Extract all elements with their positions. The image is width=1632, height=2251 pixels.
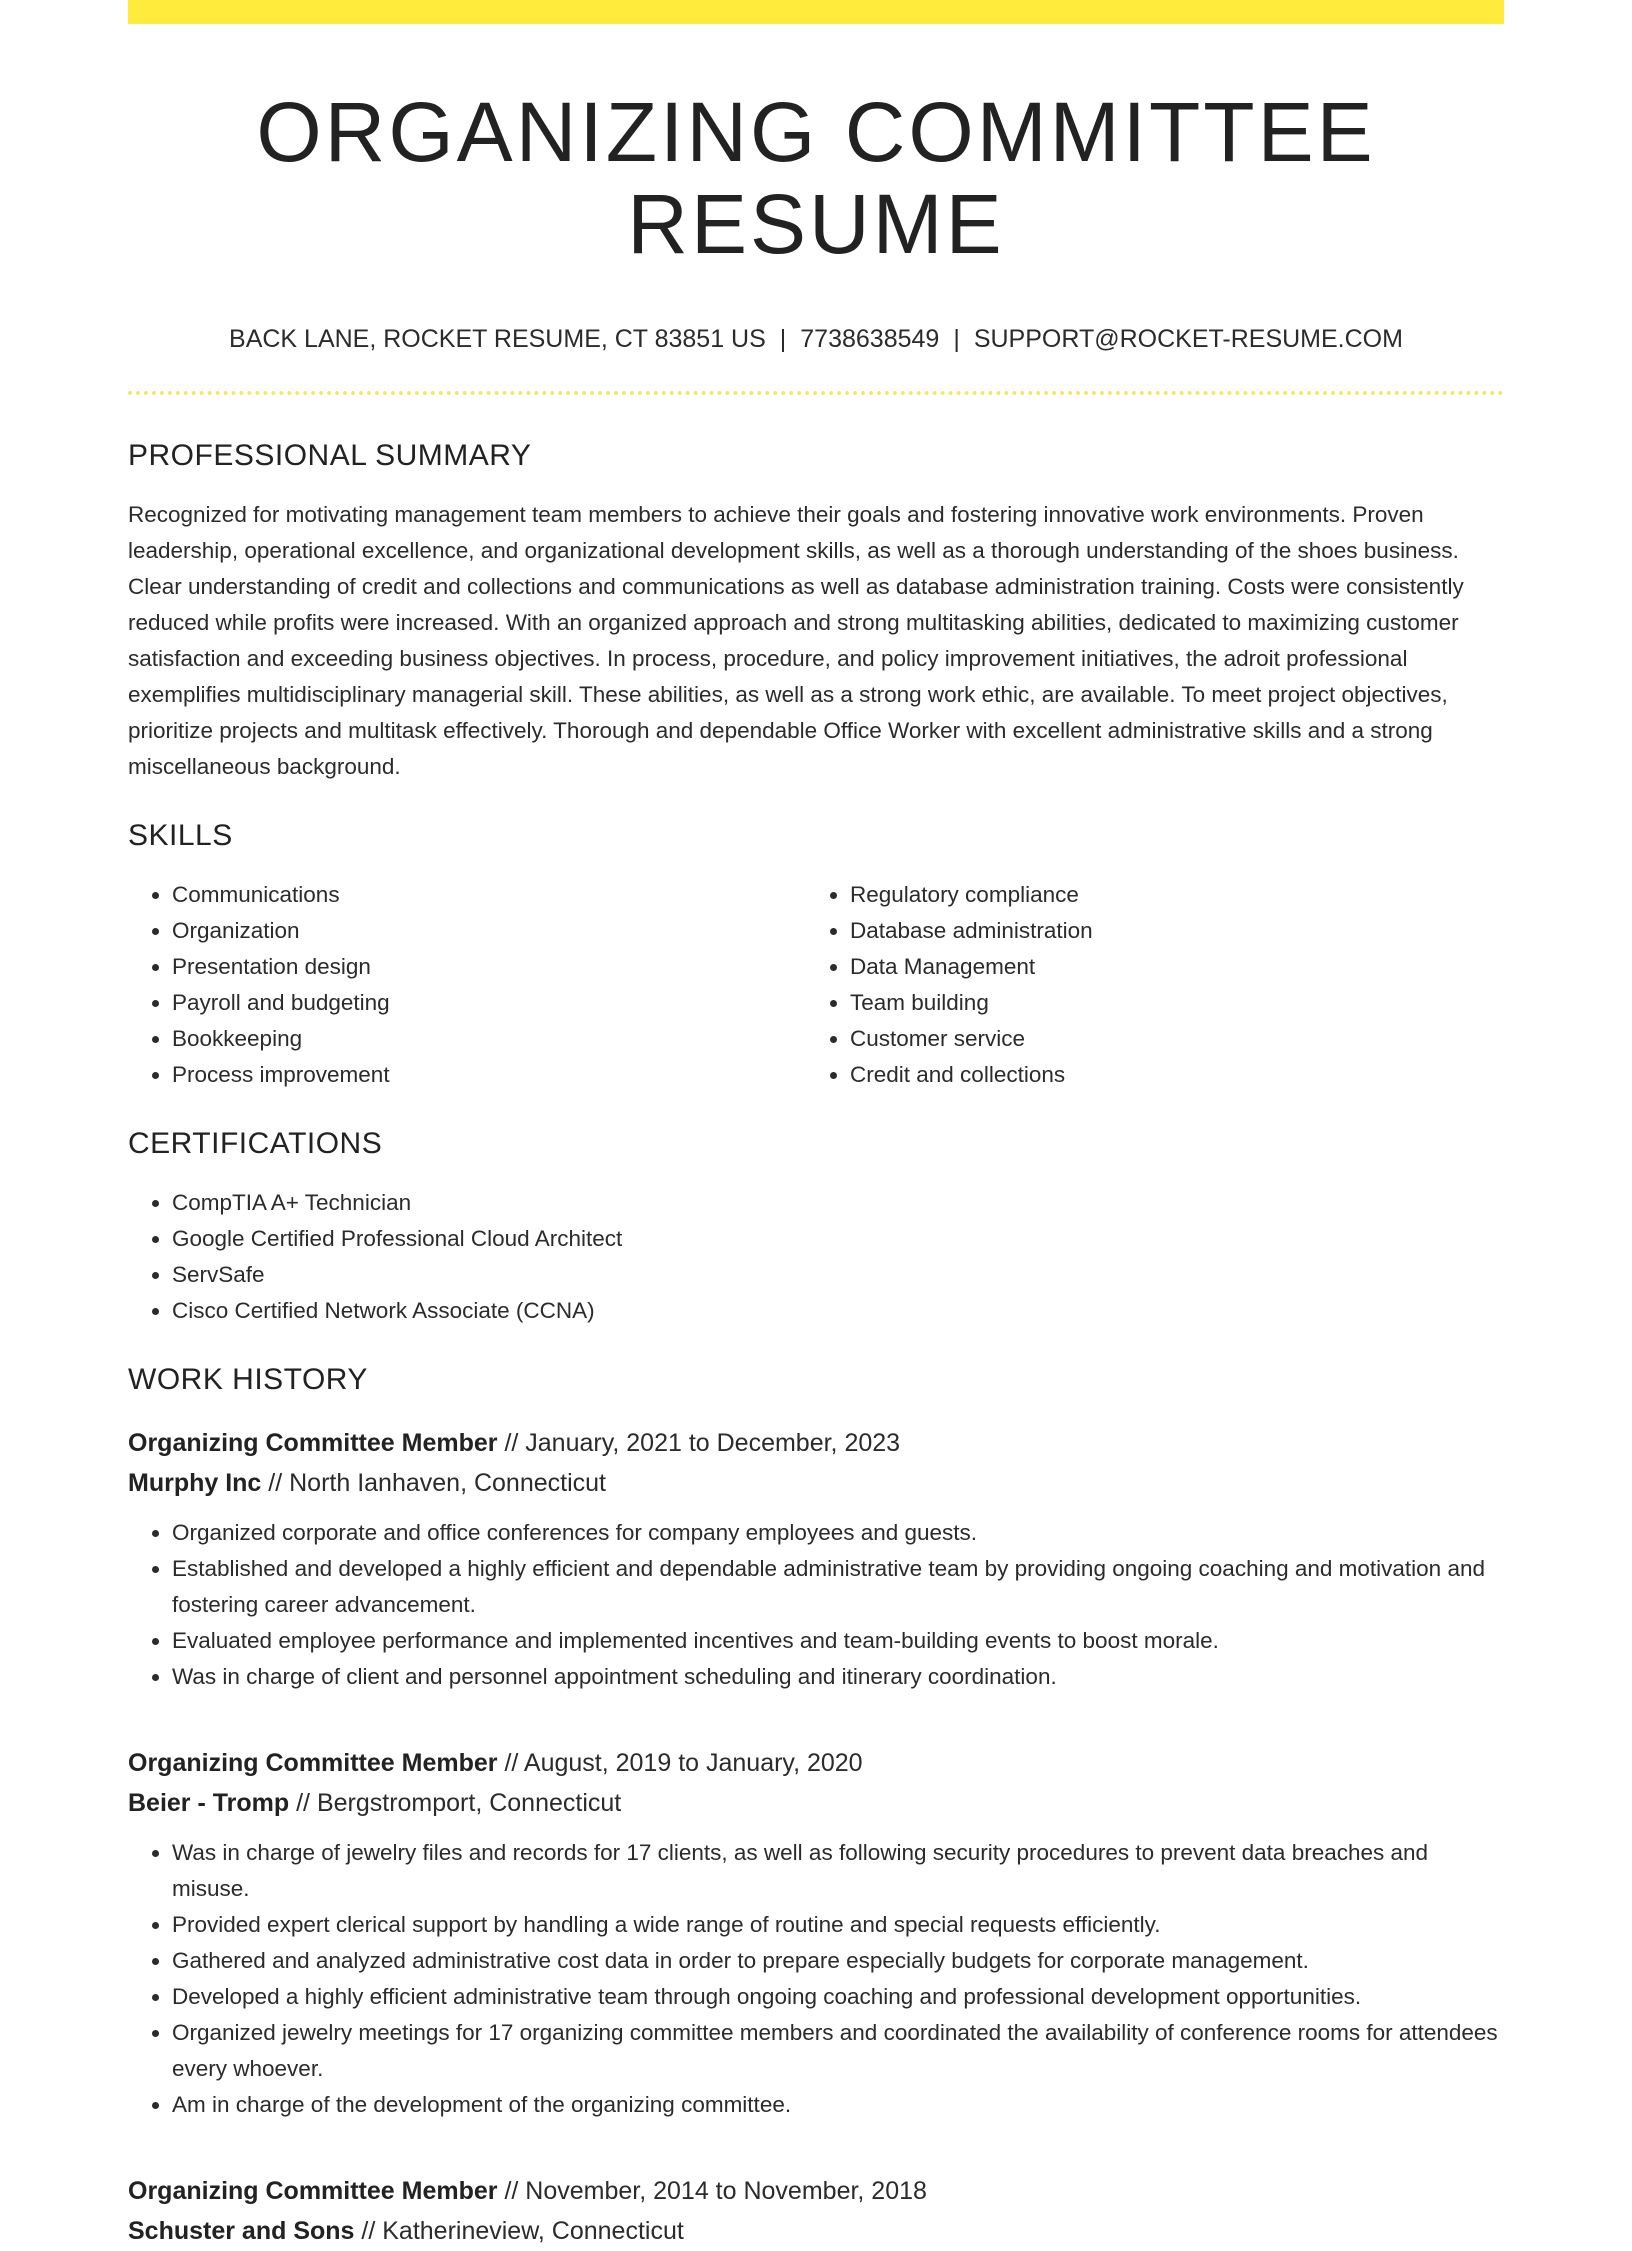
job-company-line <box>128 1463 1504 1503</box>
contact-separator: | <box>953 324 960 353</box>
job-bullet: • Organized jewelry meetings for 17 organizing committee members and coordinated the availability of conference rooms for attendees every whoever. <box>172 2015 1504 2087</box>
job-bullet: • Was in charge of jewelry files and records for 17 clients, as well as following security procedures to prevent data breaches and misuse. <box>172 1835 1504 1907</box>
certification-item: • Cisco Certified Network Associate (CCNA) <box>172 1293 1504 1329</box>
summary-text: Recognized for motivating management team members to achieve their goals and fostering innovative work environments. Proven leadership, operational excellence, and organizational development skills, as well as a thorough understanding of the shoes business. Clear understanding of credit and collections and communications as well as database administration training. Costs were consistently reduced while profits were increased. With an organized approach and strong multitasking abilities, dedicated to maximizing customer satisfaction and exceeding business objectives. In process, procedure, and policy improvement initiatives, the adroit professional exemplifies multidisciplinary managerial skill. These abilities, as well as a strong work ethic, are available. To meet project objectives, prioritize projects and multitask effectively. Thorough and dependable Office Worker with excellent administrative skills and a strong miscellaneous background. <box>128 502 1464 780</box>
certifications-list <box>128 1185 1504 1329</box>
section-title-skills: SKILLS <box>128 819 233 853</box>
contact-separator: | <box>779 324 787 353</box>
job-role-line <box>128 1423 1504 1463</box>
address: BACK LANE, ROCKET RESUME, CT 83851 US <box>229 324 766 353</box>
skill-item: • Team building <box>850 985 1484 1021</box>
job-role-line <box>128 1743 1504 1783</box>
skills-list-right <box>806 877 1484 1093</box>
job-role: Organizing Committee Member <box>128 1429 498 1458</box>
skill-item: • Process improvement <box>172 1057 806 1093</box>
job-bullet: • Was in charge of client and personnel appointment scheduling and itinerary coordination. <box>172 1659 1504 1695</box>
skill-item: • Customer service <box>850 1021 1484 1057</box>
job-bullets <box>128 1515 1504 1695</box>
job-location: // Bergstromport, Connecticut <box>289 1789 622 1818</box>
job-dates: // January, 2021 to December, 2023 <box>497 1429 901 1458</box>
skill-item: • Credit and collections <box>850 1057 1484 1093</box>
accent-bar <box>128 0 1504 24</box>
job-company-line <box>128 1783 1504 1823</box>
skill-item: • Regulatory compliance <box>850 877 1484 913</box>
contact-line <box>128 323 1504 356</box>
job-company: Schuster and Sons <box>128 2217 355 2246</box>
job-bullet: • Provided expert clerical support by handling a wide range of routine and special requests efficiently. <box>172 1907 1504 1943</box>
job-entry <box>128 2171 1504 2251</box>
job-company: Beier - Tromp <box>128 1789 290 1818</box>
resume-title: ORGANIZING COMMITTEE RESUME <box>256 85 1376 272</box>
job-dates: // August, 2019 to January, 2020 <box>497 1749 863 1778</box>
job-bullets <box>128 1835 1504 2123</box>
certification-item: • Google Certified Professional Cloud Architect <box>172 1221 1504 1257</box>
job-company-line <box>128 2211 1504 2251</box>
job-bullet: • Gathered and analyzed administrative cost data in order to prepare especially budgets for corporate management. <box>172 1943 1504 1979</box>
job-entry <box>128 1743 1504 2123</box>
certification-item: • ServSafe <box>172 1257 1504 1293</box>
skill-item: • Organization <box>172 913 806 949</box>
skill-item: • Communications <box>172 877 806 913</box>
job-bullet: • Established and developed a highly efficient and dependable administrative team by providing ongoing coaching and motivation and fostering career advancement. <box>172 1551 1504 1623</box>
job-location: // Katherineview, Connecticut <box>354 2217 684 2246</box>
skill-item: • Presentation design <box>172 949 806 985</box>
header-divider <box>128 391 1504 395</box>
job-bullet: • Developed a highly efficient administrative team through ongoing coaching and professional development opportunities. <box>172 1979 1504 2015</box>
skill-item: • Data Management <box>850 949 1484 985</box>
skill-item: • Bookkeeping <box>172 1021 806 1057</box>
certification-item: • CompTIA A+ Technician <box>172 1185 1504 1221</box>
section-title-summary: PROFESSIONAL SUMMARY <box>128 439 532 473</box>
job-bullet: • Organized corporate and office conferences for company employees and guests. <box>172 1515 1504 1551</box>
email[interactable]: SUPPORT@ROCKET-RESUME.COM <box>973 324 1403 353</box>
job-role: Organizing Committee Member <box>128 1749 498 1778</box>
phone: 7738638549 <box>800 324 940 353</box>
section-title-work-history: WORK HISTORY <box>128 1363 368 1397</box>
skills-list-left <box>128 877 806 1093</box>
job-entry <box>128 1423 1504 1695</box>
skills-columns <box>128 877 1504 1093</box>
job-company: Murphy Inc <box>128 1469 262 1498</box>
job-bullet: • Evaluated employee performance and implemented incentives and team-building events to boost morale. <box>172 1623 1504 1659</box>
skill-item: • Payroll and budgeting <box>172 985 806 1021</box>
job-location: // North Ianhaven, Connecticut <box>261 1469 606 1498</box>
resume-page <box>128 0 1504 2251</box>
section-title-certifications: CERTIFICATIONS <box>128 1127 383 1161</box>
job-bullet: • Am in charge of the development of the organizing committee. <box>172 2087 1504 2123</box>
job-dates: // November, 2014 to November, 2018 <box>497 2177 927 2206</box>
job-role-line <box>128 2171 1504 2211</box>
skill-item: • Database administration <box>850 913 1484 949</box>
job-role: Organizing Committee Member <box>128 2177 498 2206</box>
